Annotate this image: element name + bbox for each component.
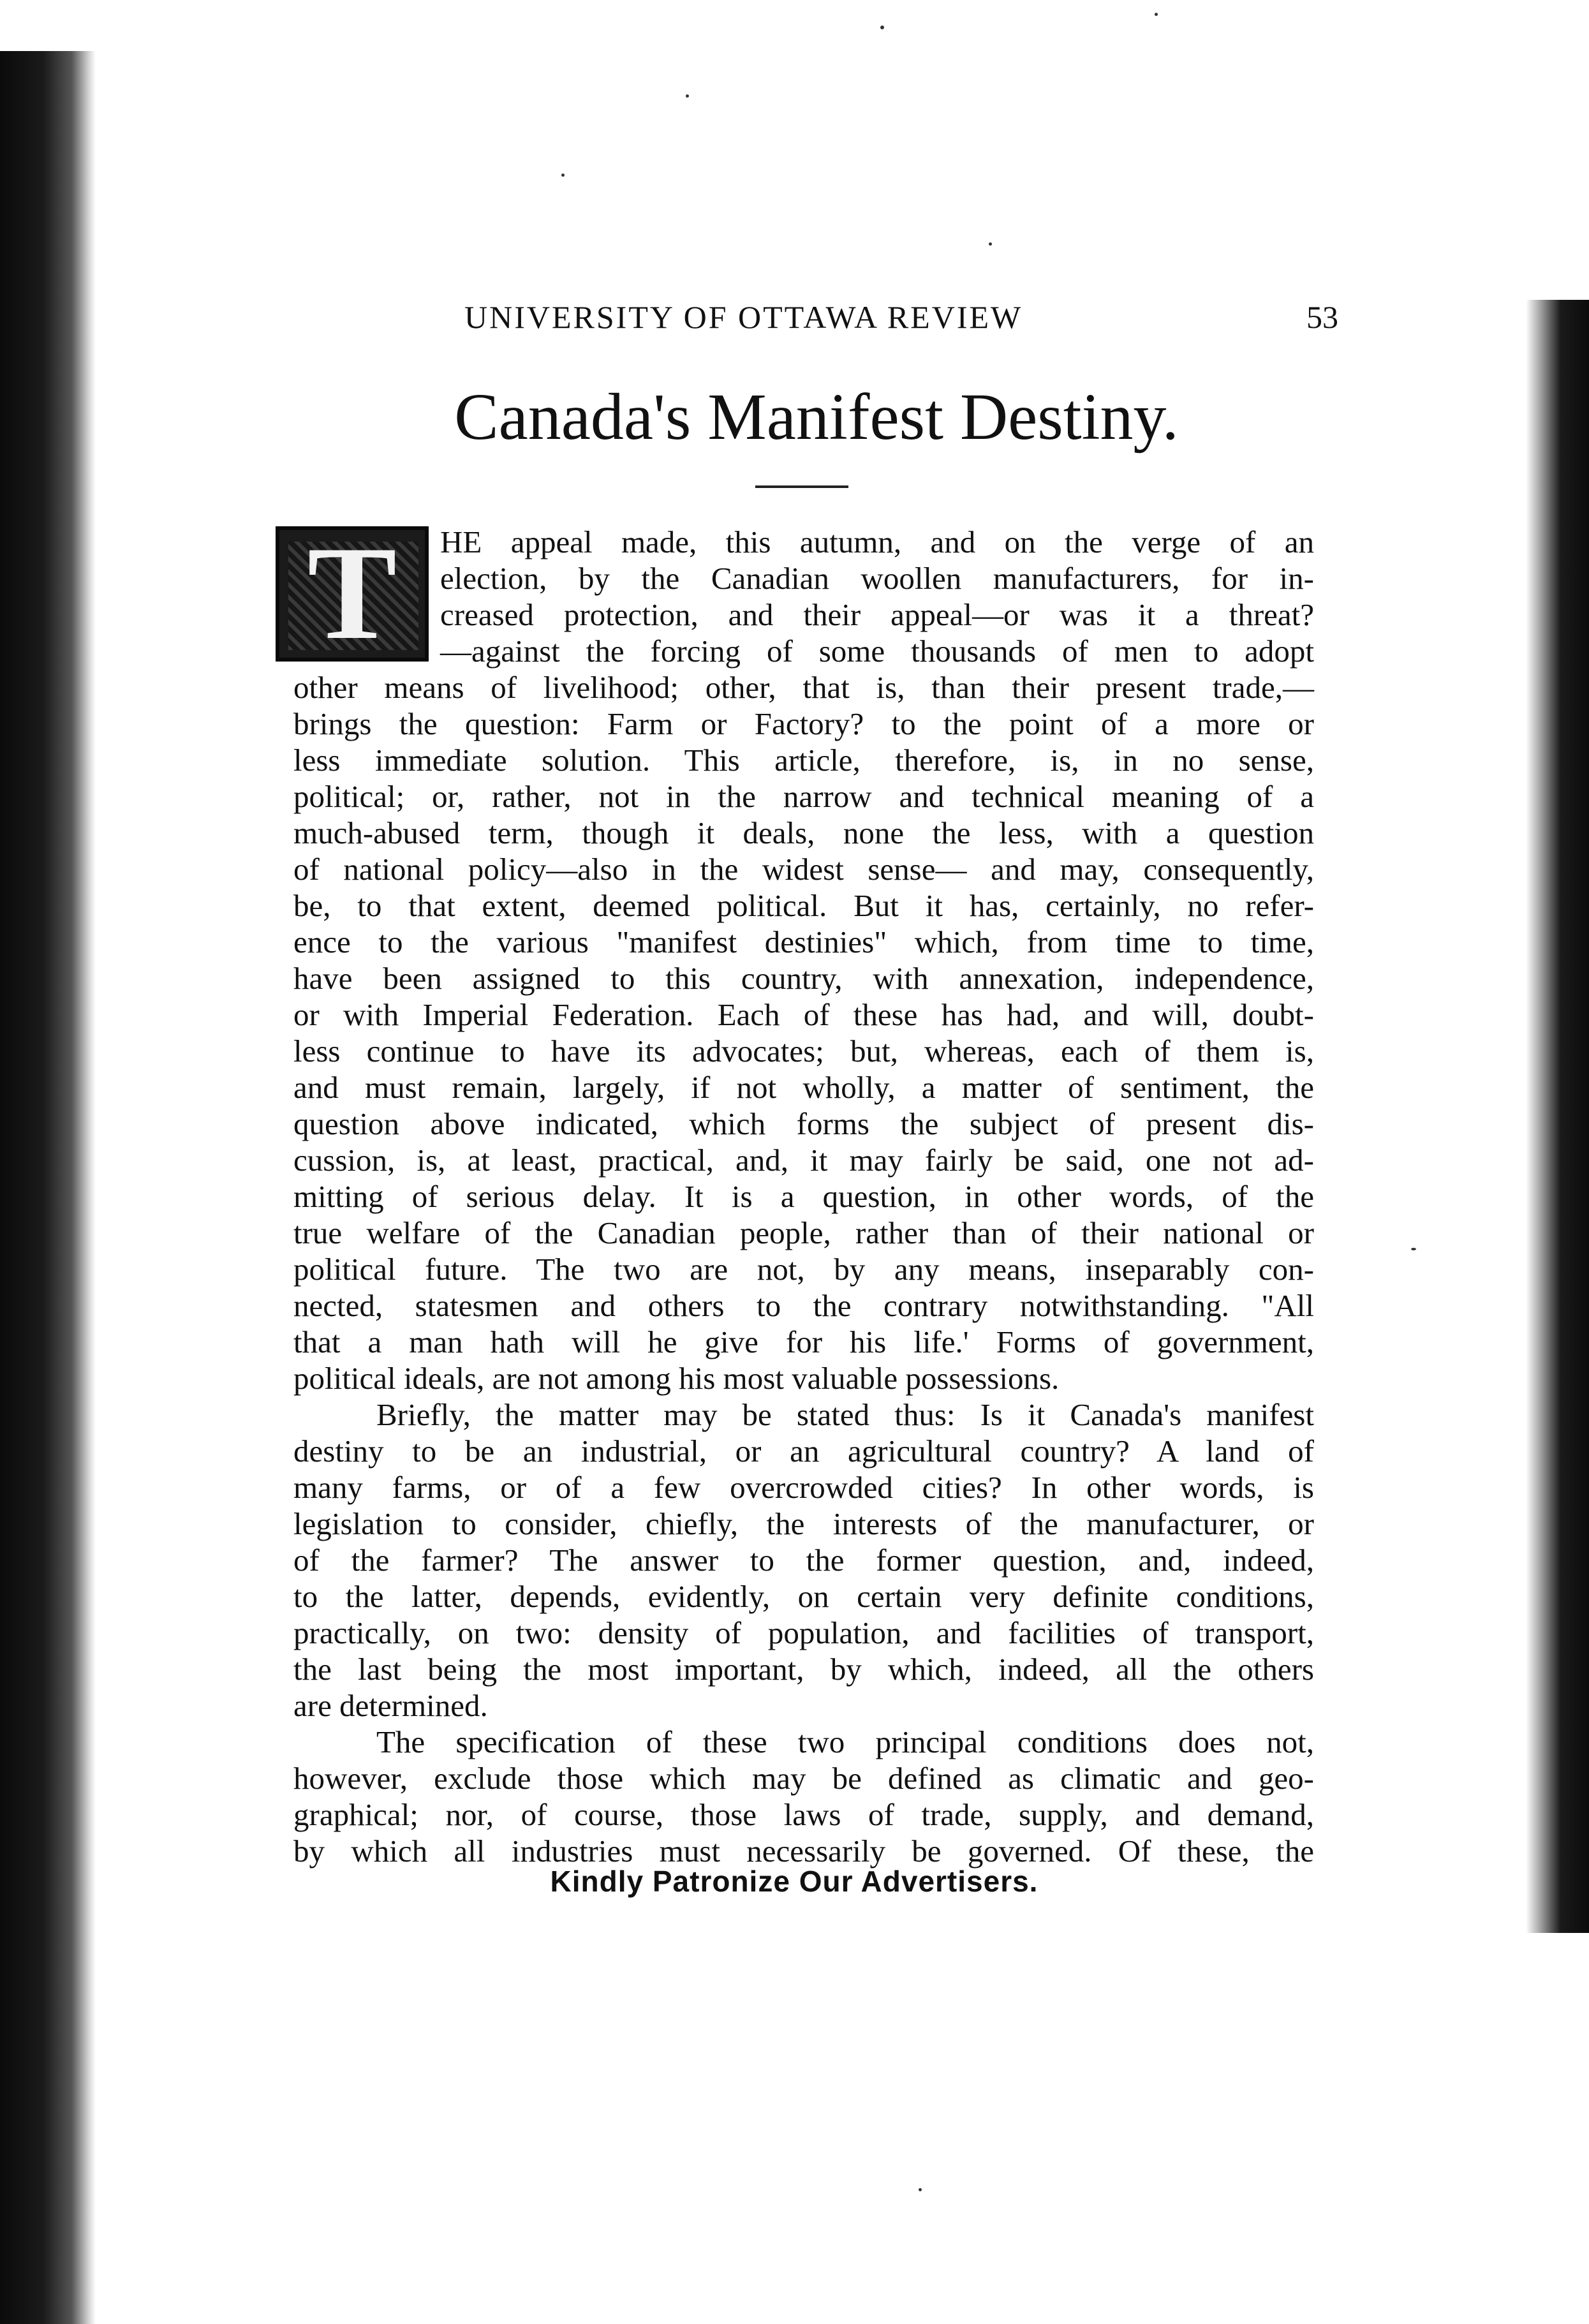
page-header	[464, 299, 1338, 337]
text-line: destiny to be an industrial, or an agricultural country? A land of	[293, 1433, 1314, 1469]
text-line: are determined.	[293, 1688, 488, 1723]
text-line: practically, on two: density of population, and facilities of transport,	[293, 1615, 1314, 1650]
drop-cap-letter: T	[307, 519, 397, 667]
text-line: The specification of these two principal conditions does not,	[376, 1724, 1314, 1759]
footer-advert-note: Kindly Patronize Our Advertisers.	[550, 1865, 1038, 1898]
page-number: 53	[1306, 299, 1338, 335]
text-line: question above indicated, which forms the subject of present dis-	[293, 1106, 1314, 1141]
text-line: many farms, or of a few overcrowded cities? In other words, is	[293, 1470, 1314, 1505]
text-line: be, to that extent, deemed political. But it has, certainly, no refer-	[293, 888, 1314, 923]
text-line: less immediate solution. This article, therefore, is, in no sense,	[293, 743, 1314, 778]
text-line: less continue to have its advocates; but, whereas, each of them is,	[293, 1033, 1314, 1069]
text-line: by which all industries must necessarily be governed. Of these, the	[293, 1833, 1314, 1869]
text-line: and must remain, largely, if not wholly, a matter of sentiment, the	[293, 1070, 1314, 1105]
scan-speck	[686, 94, 689, 98]
article-title: Canada's Manifest Destiny.	[454, 380, 1179, 454]
scan-speck	[989, 242, 992, 246]
text-line: mitting of serious delay. It is a question, in other words, of the	[293, 1179, 1314, 1214]
text-line: election, by the Canadian woollen manufacturers, for in-	[440, 561, 1314, 596]
text-line: brings the question: Farm or Factory? to the point of a more or	[293, 706, 1314, 741]
text-line: political future. The two are not, by any means, inseparably con-	[293, 1252, 1314, 1287]
scan-edge-right	[1526, 300, 1589, 1933]
drop-cap-ornament	[276, 519, 429, 667]
text-line: legislation to consider, chiefly, the interests of the manufacturer, or	[293, 1506, 1314, 1541]
title-rule	[755, 485, 848, 488]
text-line: however, exclude those which may be defined as climatic and geo-	[293, 1761, 1314, 1796]
text-line: that a man hath will he give for his life.' Forms of government,	[293, 1324, 1314, 1359]
text-line: to the latter, depends, evidently, on certain very definite conditions,	[293, 1579, 1314, 1614]
text-line: cussion, is, at least, practical, and, it may fairly be said, one not ad-	[293, 1143, 1314, 1178]
text-line: have been assigned to this country, with annexation, independence,	[293, 961, 1314, 996]
running-title: UNIVERSITY OF OTTAWA REVIEW	[464, 299, 1023, 335]
text-line: creased protection, and their appeal—or was it a threat?	[440, 597, 1314, 632]
text-line: —against the forcing of some thousands of men to adopt	[440, 633, 1314, 669]
text-line: nected, statesmen and others to the contrary notwithstanding. "All	[293, 1288, 1314, 1323]
scan-speck	[880, 26, 884, 29]
scan-edge-left	[0, 51, 96, 2324]
text-line: true welfare of the Canadian people, rather than of their national or	[293, 1215, 1314, 1250]
text-line: much-abused term, though it deals, none the less, with a question	[293, 815, 1314, 850]
scan-speck	[561, 174, 565, 177]
text-line: or with Imperial Federation. Each of these has had, and will, doubt-	[293, 997, 1314, 1032]
text-line: HE appeal made, this autumn, and on the verge of an	[440, 524, 1314, 559]
text-line: the last being the most important, by which, indeed, all the others	[293, 1652, 1314, 1687]
text-line: ence to the various "manifest destinies" which, from time to time,	[293, 924, 1314, 959]
scan-speck	[1155, 13, 1158, 16]
text-line: political; or, rather, not in the narrow and technical meaning of a	[293, 779, 1314, 814]
text-line: graphical; nor, of course, those laws of trade, supply, and demand,	[293, 1797, 1314, 1832]
text-line: other means of livelihood; other, that is, than their present trade,—	[293, 670, 1314, 705]
scan-speck	[1411, 1248, 1416, 1250]
text-line: political ideals, are not among his most valuable possessions.	[293, 1361, 1060, 1396]
text-line: of national policy—also in the widest sense— and may, consequently,	[293, 852, 1314, 887]
text-line: of the farmer? The answer to the former question, and, indeed,	[293, 1543, 1314, 1578]
text-line: Briefly, the matter may be stated thus: Is it Canada's manifest	[376, 1397, 1314, 1432]
scan-speck	[919, 2188, 922, 2191]
